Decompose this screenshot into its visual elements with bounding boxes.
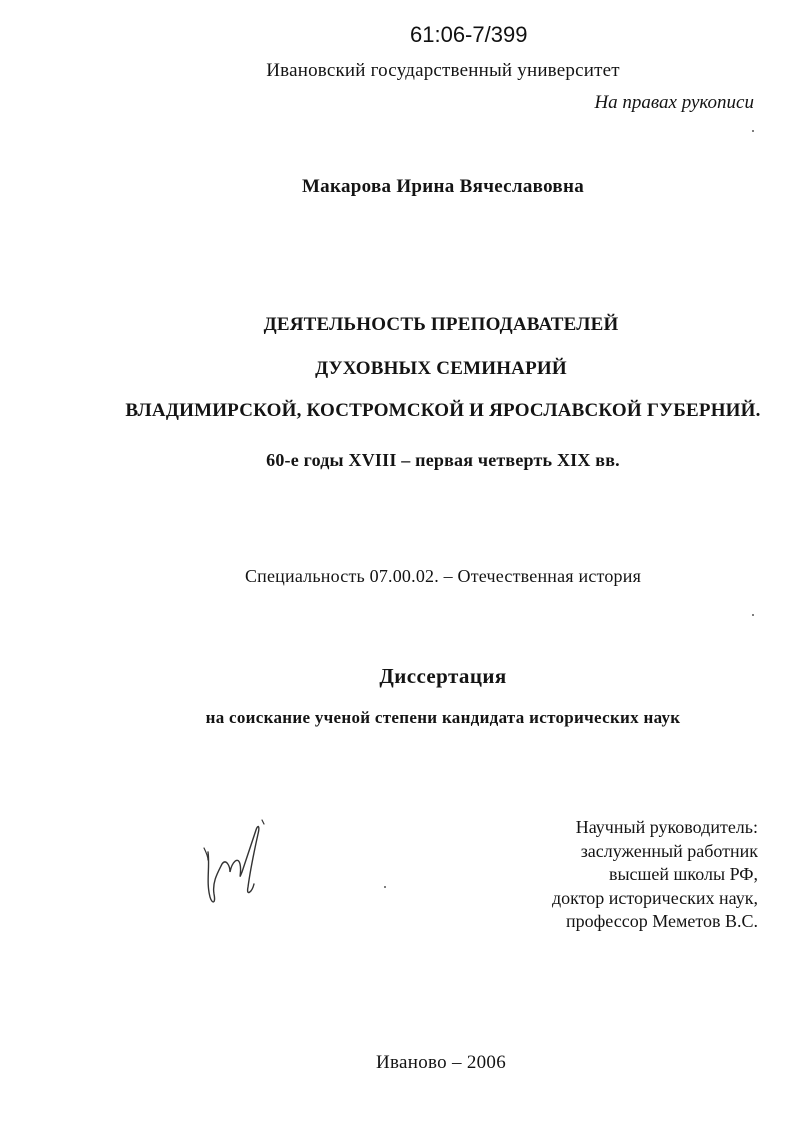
catalog-number: 61:06-7/399 (410, 22, 528, 47)
title-line-2: ДУХОВНЫХ СЕМИНАРИЙ (315, 358, 567, 379)
title-line-3: ВЛАДИМИРСКОЙ, КОСТРОМСКОЙ И ЯРОСЛАВСКОЙ ГУБЕРНИЙ. (125, 400, 761, 421)
university-name: Ивановский государственный университет (266, 60, 620, 81)
supervisor-line-3: высшей школы РФ, (608, 864, 758, 884)
supervisor-block (552, 816, 758, 934)
scan-speck (752, 130, 754, 132)
title-period: 60-е годы XVIII – первая четверть XIX вв. (266, 450, 620, 470)
rights-note: На правах рукописи (594, 92, 754, 113)
supervisor-line-2: заслуженный работник (580, 840, 758, 861)
degree-line: на соискание ученой степени кандидата исторических наук (205, 708, 681, 727)
city-year: Иваново – 2006 (375, 1052, 507, 1073)
supervisor-line-5: профессор Меметов В.С. (566, 911, 758, 931)
title-line-1: ДЕЯТЕЛЬНОСТЬ ПРЕПОДАВАТЕЛЕЙ (263, 314, 619, 335)
handwritten-signature-icon (196, 812, 276, 912)
supervisor-line-4: доктор исторических наук, (552, 887, 758, 908)
scan-speck (384, 886, 386, 888)
scan-speck (752, 614, 754, 616)
specialty: Специальность 07.00.02. – Отечественная история (244, 566, 642, 586)
supervisor-line-1: Научный руководитель: (575, 817, 758, 837)
dissertation-label: Диссертация (379, 664, 507, 688)
author-name: Макарова Ирина Вячеславовна (301, 176, 585, 197)
